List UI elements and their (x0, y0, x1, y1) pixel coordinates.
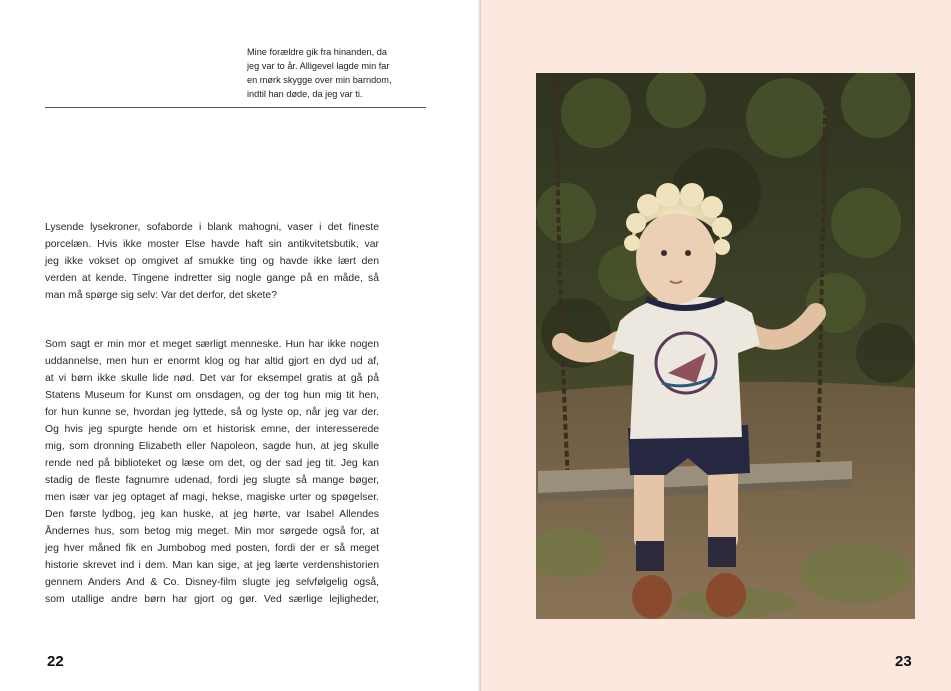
text-line: porcelæn. Hvis ikke moster Else havde haft sin antikvitetsbutik, var (45, 239, 379, 250)
text-line: verden at kende. Tingene indretter sig nogle gange på en måde, så (45, 273, 379, 284)
text-line: stadig de fleste fagnumre udenad, fordi jeg slugte så mange bøger, (45, 475, 379, 486)
text-line: som utallige andre børn har gjort og gør. Ved særlige lejligheder, (45, 594, 379, 605)
text-line: Statens Museum for Kunst om onsdagen, og der tog hun mig tit hen, (45, 390, 379, 401)
text-line: Og hvis jeg spurgte hende om et historisk emne, der interesserede (45, 424, 379, 435)
text-line: Som sagt er min mor et meget særligt menneske. Hun har ikke nogen (45, 339, 379, 350)
child-on-swing-photo (536, 73, 915, 619)
text-line: gennem Anders And & Co. Disney-film slugte jeg selvfølgelig også, (45, 577, 379, 588)
text-line: rende ned på biblioteket og læse om det, og der sad jeg tit. Jeg kan (45, 458, 379, 469)
text-line: at vi børn ikke skulle lide nød. Det var for eksempel gratis at gå på (45, 373, 379, 384)
text-line: jeg ikke vokset op omgivet af smukke ting og havde ikke lært den (45, 256, 379, 267)
text-line: Den første lydbog, jeg kan huske, at jeg hørte, var Isabel Allendes (45, 509, 379, 520)
text-line: Åndernes hus, som betog mig meget. Min mor sørgede også for, at (45, 526, 379, 537)
text-line: men især var jeg optaget af magi, hekse, magiske urter og spøgelser. (45, 492, 379, 503)
pull-quote-line: Mine forældre gik fra hinanden, da (247, 47, 387, 57)
text-line: uddannelse, men hun er enormt klog og har altid gjort en dyd ud af, (45, 356, 379, 367)
horizontal-rule (45, 107, 426, 108)
page-number-right: 23 (895, 653, 912, 670)
pull-quote (247, 45, 427, 101)
text-line: man må spørge sig selv: Var det derfor, det skete? (45, 290, 277, 301)
text-line: for hun kunne se, hvordan jeg lyttede, så og lyste op, når jeg var der. (45, 407, 379, 418)
pull-quote-line: indtil han døde, da jeg var ti. (247, 89, 363, 99)
body-paragraph-1 (45, 219, 379, 304)
pull-quote-line: jeg var to år. Alligevel lagde min far (247, 61, 390, 71)
body-paragraph-2 (45, 336, 379, 608)
text-line: jeg hver måned fik en Jumbobog med posten, fordi der er så meget (45, 543, 379, 554)
pull-quote-line: en mørk skygge over min barndom, (247, 75, 392, 85)
text-line: Lysende lysekroner, sofaborde i blank mahogni, vaser i det fineste (45, 222, 379, 233)
page-number-left: 22 (47, 653, 64, 670)
text-line: historie skrevet ind i dem. Man kan sige, at jeg lærte verdenshistorien (45, 560, 379, 571)
text-line: mig, som dronning Elizabeth eller Napoleon, sagde hun, at jeg skulle (45, 441, 379, 452)
